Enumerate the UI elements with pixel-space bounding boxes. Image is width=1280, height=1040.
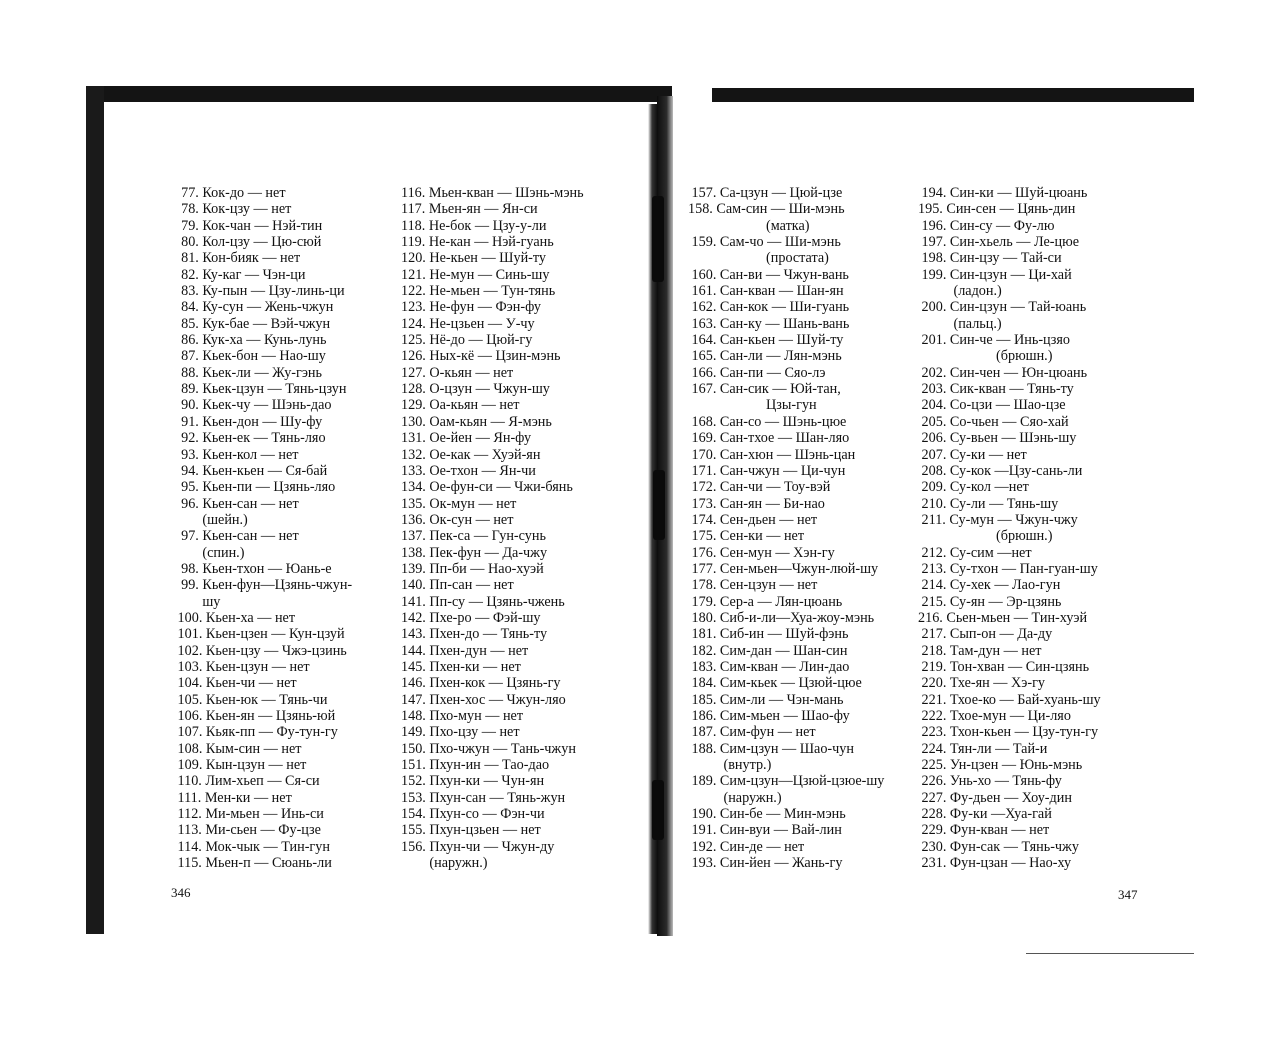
entry-line: 84. Ку-сун — Жень-чжун xyxy=(174,299,334,316)
entry-line: 216. Сьен-мьен — Тин-хуэй xyxy=(918,609,1088,626)
entry-line: 194. Син-ки — Шуй-цюань xyxy=(918,185,1088,201)
entry-line: 230. Фун-сак — Тянь-чжу xyxy=(918,838,1079,855)
entry-line: 100. Кьен-ха — нет xyxy=(174,609,296,626)
entry-line: 212. Су-сим —нет xyxy=(918,544,1032,561)
entry-line: 132. Ое-как — Хуэй-ян xyxy=(401,446,541,463)
entry-line: (матка) xyxy=(688,217,810,234)
entry-line: 101. Кьен-цзен — Кун-цзуй xyxy=(174,626,345,643)
entry-line: 186. Сим-мьен — Шао-фу xyxy=(688,708,850,724)
entry-line: 117. Мьен-ян — Ян-си xyxy=(401,201,538,218)
entry-line: 228. Фу-ки —Хуа-гай xyxy=(918,806,1052,823)
entry-line: 80. Кол-цзу — Цю-сюй xyxy=(174,234,322,251)
entry-line: 156. Пхун-чи — Чжун-ду xyxy=(401,838,555,855)
entry-line: 151. Пхун-ин — Тао-дао xyxy=(401,757,550,774)
entry-line: 123. Не-фун — Фэн-фу xyxy=(401,299,541,316)
entry-line: 83. Ку-пын — Цзу-линь-ци xyxy=(174,283,345,300)
entry-line: 154. Пхун-со — Фэн-чи xyxy=(401,806,545,823)
entry-line: 220. Тхе-ян — Хэ-гу xyxy=(918,675,1046,692)
gutter-mark xyxy=(652,196,664,282)
entry-line: 82. Ку-каг — Чэн-ци xyxy=(174,266,306,283)
entry-line: 199. Син-цзун — Ци-хай xyxy=(918,266,1072,283)
entry-line: 98. Кьен-тхон — Юань-е xyxy=(174,560,332,577)
entry-line: 180. Сиб-и-ли—Хуа-жоу-мэнь xyxy=(688,609,875,626)
entry-line: 77. Кок-до — нет xyxy=(174,185,286,201)
entry-line: 214. Су-хек — Лао-гун xyxy=(918,577,1061,594)
entry-line: 217. Сып-он — Да-ду xyxy=(918,626,1053,643)
entry-line: 134. Ое-фун-си — Чжи-бянь xyxy=(401,479,573,496)
footer-rule xyxy=(1026,953,1194,954)
entry-line: 144. Пхен-дун — нет xyxy=(401,642,529,659)
entry-line: (наружн.) xyxy=(688,789,782,806)
entry-line: 131. Ое-йен — Ян-фу xyxy=(401,430,532,447)
entry-line: 191. Син-вуи — Вай-лин xyxy=(688,822,842,839)
entry-line: 184. Сим-кьек — Цзюй-цюе xyxy=(688,675,862,692)
entry-line: 108. Кым-син — нет xyxy=(174,740,302,757)
entry-line: 146. Пхен-кок — Цзянь-гу xyxy=(401,675,561,692)
entry-line: 114. Мок-чык — Тин-гун xyxy=(174,838,330,855)
entry-line: 85. Кук-бае — Вэй-чжун xyxy=(174,315,331,332)
entry-line: 161. Сан-кван — Шан-ян xyxy=(688,283,844,300)
entry-line: шу xyxy=(174,593,221,610)
entry-line: 223. Тхон-кьен — Цзу-тун-гу xyxy=(918,724,1099,741)
entry-line: 149. Пхо-цзу — нет xyxy=(401,724,520,741)
entry-line: 141. Пп-су — Цзянь-чжень xyxy=(401,593,565,610)
entry-line: 102. Кьен-цзу — Чжэ-цзинь xyxy=(174,642,347,659)
entry-line: 125. Нё-до — Цюй-гу xyxy=(401,332,533,349)
entry-line: 206. Су-вьен — Шэнь-шу xyxy=(918,430,1077,447)
entry-line: 92. Кьен-ек — Тянь-ляо xyxy=(174,430,326,447)
entry-line: 187. Сим-фун — нет xyxy=(688,724,816,741)
entry-column-4 xyxy=(918,185,1158,871)
entry-line: (наружн.) xyxy=(401,855,488,872)
entry-line: 229. Фун-кван — нет xyxy=(918,822,1050,839)
entry-line: 231. Фун-цзан — Нао-ху xyxy=(918,855,1072,872)
entry-line: 200. Син-цзун — Тай-юань xyxy=(918,299,1087,316)
entry-line: 143. Пхен-до — Тянь-ту xyxy=(401,626,548,643)
entry-line: 162. Сан-кок — Ши-гуань xyxy=(688,299,850,316)
entry-line: 124. Не-цзьен — У-чу xyxy=(401,315,535,332)
entry-line: 81. Кон-бияк — нет xyxy=(174,250,301,267)
entry-line: 166. Сан-пи — Сяо-лэ xyxy=(688,364,826,381)
entry-line: 118. Не-бок — Цзу-у-ли xyxy=(401,217,547,234)
entry-line: 136. Ок-сун — нет xyxy=(401,511,514,528)
entry-line: (шейн.) xyxy=(174,511,248,528)
entry-line: 175. Сен-ки — нет xyxy=(688,528,805,545)
gutter-mark xyxy=(653,470,665,540)
entry-line: 94. Кьен-кьен — Ся-бай xyxy=(174,462,328,479)
entry-line: 121. Не-мун — Синь-шу xyxy=(401,266,550,283)
entry-line: 201. Син-че — Инь-цзяо xyxy=(918,332,1071,349)
entry-line: 109. Кын-цзун — нет xyxy=(174,757,307,774)
entry-line: 181. Сиб-ин — Шуй-фэнь xyxy=(688,626,849,643)
entry-line: 128. О-цзун — Чжун-шу xyxy=(401,381,550,398)
entry-line: 153. Пхун-сан — Тянь-жун xyxy=(401,789,566,806)
entry-line: 167. Сан-сик — Юй-тан, xyxy=(688,381,841,398)
entry-line: 99. Кьен-фун—Цзянь-чжун- xyxy=(174,577,353,594)
entry-line: 205. Со-чьен — Сяо-хай xyxy=(918,413,1069,430)
entry-line: 122. Не-мьен — Тун-тянь xyxy=(401,283,556,300)
entry-line: 157. Са-цзун — Цюй-цзе xyxy=(688,185,843,201)
entry-line: 86. Кук-ха — Кунь-лунь xyxy=(174,332,327,349)
entry-line: 126. Ных-кё — Цзин-мэнь xyxy=(401,348,561,365)
entry-line: 179. Сер-а — Лян-цюань xyxy=(688,593,843,610)
entry-column-1 xyxy=(174,185,396,871)
entry-line: 150. Пхо-чжун — Тань-чжун xyxy=(401,740,576,757)
entry-line: 202. Син-чен — Юн-цюань xyxy=(918,364,1088,381)
entry-line: 172. Сан-чи — Тоу-вэй xyxy=(688,479,831,496)
entry-line: (брюшн.) xyxy=(918,528,1053,545)
entry-line: 119. Не-кан — Нэй-гуань xyxy=(401,234,554,251)
entry-line: 110. Лим-хьеп — Ся-си xyxy=(174,773,320,790)
entry-line: 183. Сим-кван — Лин-дао xyxy=(688,658,850,675)
entry-line: 224. Тян-ли — Тай-и xyxy=(918,740,1048,757)
page-number-right: 347 xyxy=(1118,887,1138,902)
entry-line: 215. Су-ян — Эр-цзянь xyxy=(918,593,1062,610)
entry-line: 112. Ми-мьен — Инь-си xyxy=(174,806,324,823)
entry-line: 116. Мьен-кван — Шэнь-мэнь xyxy=(401,185,584,201)
entry-line: 148. Пхо-мун — нет xyxy=(401,708,524,724)
entry-line: 78. Кок-цзу — нет xyxy=(174,201,292,218)
entry-column-3 xyxy=(688,185,920,871)
entry-line: 95. Кьен-пи — Цзянь-ляо xyxy=(174,479,336,496)
entry-line: 138. Пек-фун — Да-чжу xyxy=(401,544,548,561)
entry-line: 129. Оа-кьян — нет xyxy=(401,397,520,414)
entry-line: 163. Сан-ку — Шань-вань xyxy=(688,315,850,332)
entry-line: (ладон.) xyxy=(918,283,1002,300)
entry-line: 93. Кьен-кол — нет xyxy=(174,446,299,463)
entry-line: 170. Сан-хюн — Шэнь-цан xyxy=(688,446,856,463)
entry-line: 211. Су-мун — Чжун-чжу xyxy=(918,511,1078,528)
entry-line: 173. Сан-ян — Би-нао xyxy=(688,495,825,512)
entry-line: 171. Сан-чжун — Ци-чун xyxy=(688,462,846,479)
entry-line: 111. Мен-ки — нет xyxy=(174,789,292,806)
entry-line: 188. Сим-цзун — Шао-чун xyxy=(688,740,854,757)
entry-line: 196. Син-су — Фу-лю xyxy=(918,217,1055,234)
entry-line: 88. Кьек-ли — Жу-гэнь xyxy=(174,364,322,381)
entry-line: 193. Син-йен — Жань-гу xyxy=(688,855,843,872)
entry-line: 130. Оам-кьян — Я-мэнь xyxy=(401,413,552,430)
entry-line: 207. Су-ки — нет xyxy=(918,446,1027,463)
entry-line: 113. Ми-сьен — Фу-цзе xyxy=(174,822,321,839)
entry-line: 189. Сим-цзун—Цзюй-цзюе-шу xyxy=(688,773,885,790)
entry-line: 145. Пхен-ки — нет xyxy=(401,658,521,675)
entry-line: 174. Сен-дьен — нет xyxy=(688,511,818,528)
entry-line: 139. Пп-би — Нао-хуэй xyxy=(401,560,544,577)
entry-line: 226. Унь-хо — Тянь-фу xyxy=(918,773,1062,790)
entry-line: 192. Син-де — нет xyxy=(688,838,805,855)
entry-line: 213. Су-тхон — Пан-гуан-шу xyxy=(918,560,1098,577)
entry-line: 105. Кьен-юк — Тянь-чи xyxy=(174,691,328,708)
entry-line: 185. Сим-ли — Чэн-мань xyxy=(688,691,844,708)
scan-border-top-right xyxy=(712,88,1194,102)
entry-line: 176. Сен-мун — Хэн-гу xyxy=(688,544,835,561)
entry-line: (внутр.) xyxy=(688,757,772,774)
entry-line: 182. Сим-дан — Шан-син xyxy=(688,642,848,659)
entry-line: 90. Кьек-чу — Шэнь-дао xyxy=(174,397,332,414)
entry-line: 195. Син-сен — Цянь-дин xyxy=(918,201,1076,218)
entry-line: 208. Су-кок —Цзу-сань-ли xyxy=(918,462,1083,479)
entry-line: 177. Сен-мьен—Чжун-люй-шу xyxy=(688,560,879,577)
entry-line: 159. Сам-чо — Ши-мэнь xyxy=(688,234,841,251)
entry-line: 225. Ун-цзен — Юнь-мэнь xyxy=(918,757,1083,774)
entry-line: 137. Пек-са — Гун-сунь xyxy=(401,528,546,545)
entry-line: 142. Пхе-ро — Фэй-шу xyxy=(401,609,541,626)
entry-line: 127. О-кьян — нет xyxy=(401,364,514,381)
entry-line: 219. Тон-хван — Син-цзянь xyxy=(918,658,1090,675)
entry-line: 197. Син-хьель — Ле-цюе xyxy=(918,234,1080,251)
entry-line: 209. Су-кол —нет xyxy=(918,479,1029,496)
entry-line: 160. Сан-ви — Чжун-вань xyxy=(688,266,849,283)
entry-line: 155. Пхун-цзьен — нет xyxy=(401,822,541,839)
entry-line: 169. Сан-тхое — Шан-ляо xyxy=(688,430,850,447)
entry-line: 91. Кьен-дон — Шу-фу xyxy=(174,413,323,430)
entry-line: (простата) xyxy=(688,250,829,267)
entry-line: 96. Кьен-сан — нет xyxy=(174,495,299,512)
entry-line: 104. Кьен-чи — нет xyxy=(174,675,297,692)
entry-line: 79. Кок-чан — Нэй-тин xyxy=(174,217,323,234)
scan-border-top-left xyxy=(86,86,672,102)
entry-line: 115. Мьен-п — Сюань-ли xyxy=(174,855,332,872)
entry-line: 221. Тхое-ко — Бай-хуань-шу xyxy=(918,691,1101,708)
entry-line: 133. Ое-тхон — Ян-чи xyxy=(401,462,536,479)
entry-line: 97. Кьен-сан — нет xyxy=(174,528,299,545)
entry-line: 103. Кьен-цзун — нет xyxy=(174,658,310,675)
entry-line: 198. Син-цзу — Тай-си xyxy=(918,250,1062,267)
gutter-mark xyxy=(652,780,664,840)
entry-line: 210. Су-ли — Тянь-шу xyxy=(918,495,1059,512)
entry-line: 158. Сам-син — Ши-мэнь xyxy=(688,201,845,218)
page-number-left: 346 xyxy=(171,885,191,900)
entry-line: 135. Ок-мун — нет xyxy=(401,495,517,512)
entry-line: 106. Кьен-ян — Цзянь-юй xyxy=(174,708,336,724)
entry-line: 178. Сен-цзун — нет xyxy=(688,577,818,594)
entry-line: 204. Со-цзи — Шао-цзе xyxy=(918,397,1066,414)
entry-line: 190. Син-бе — Мин-мэнь xyxy=(688,806,846,823)
entry-line: 152. Пхун-ки — Чун-ян xyxy=(401,773,545,790)
entry-line: Цзы-гун xyxy=(688,397,817,414)
entry-line: 227. Фу-дьен — Хоу-дин xyxy=(918,789,1072,806)
entry-line: (брюшн.) xyxy=(918,348,1053,365)
scan-border-left xyxy=(86,86,104,934)
entry-line: 164. Сан-кьен — Шуй-ту xyxy=(688,332,844,349)
entry-line: (спин.) xyxy=(174,544,245,561)
entry-line: 89. Кьек-цзун — Тянь-цзун xyxy=(174,381,347,398)
entry-line: 165. Сан-ли — Лян-мэнь xyxy=(688,348,842,365)
entry-line: 120. Не-кьен — Шуй-ту xyxy=(401,250,547,267)
entry-line: 218. Там-дун — нет xyxy=(918,642,1042,659)
entry-line: 147. Пхен-хос — Чжун-ляо xyxy=(401,691,566,708)
entry-line: 87. Кьек-бон — Нао-шу xyxy=(174,348,326,365)
entry-line: 168. Сан-со — Шэнь-цюе xyxy=(688,413,847,430)
entry-line: 222. Тхое-мун — Ци-ляо xyxy=(918,708,1071,724)
entry-line: (пальц.) xyxy=(918,315,1002,332)
entry-line: 140. Пп-сан — нет xyxy=(401,577,514,594)
entry-line: 203. Сик-кван — Тянь-ту xyxy=(918,381,1074,398)
entry-line: 107. Кьяк-пп — Фу-тун-гу xyxy=(174,724,338,741)
entry-column-2 xyxy=(401,185,641,871)
